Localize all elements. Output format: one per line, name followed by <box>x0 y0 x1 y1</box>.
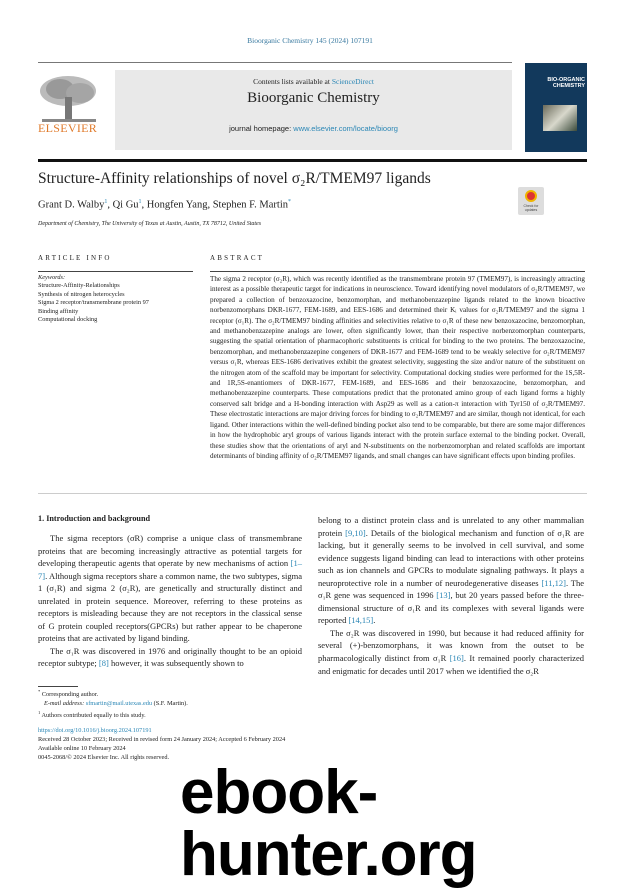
email-suffix: (S.F. Martin). <box>152 699 188 707</box>
author-mark[interactable]: 1 <box>138 199 142 205</box>
header-thick-rule <box>38 159 587 162</box>
paragraph-text: . Although sigma receptors share a common name, the two subtypes, sigma 1 (σ₁R) and sigma 2 (σ₂R), are genetically and structurally distinct and unrelated in protein sequence. Moreover, referring to these proteins as receptors is misleading because they are not receptors in the classical sense of G protein coupled receptors(GPCRs) but rather appear to be chaperone proteins that are activated by ligand binding. <box>38 570 302 644</box>
journal-cover[interactable] <box>525 63 587 152</box>
footnote-mark: * <box>38 689 41 694</box>
author-list: Grant D. Walby$^1$, Qi Gu$^1$, Hongfen Yang, Stephen F. Martin* <box>38 199 291 211</box>
abstract-text: The sigma 2 receptor (σ₂R), which was recently identified as the transmembrane protein 97 (TMEM97), is increasingly attracting interest as a possible therapeutic target for indications in neuroscience. Toward identifying novel modulators of σ₂R/TMEM97, we prepared a collection of benzoxazocine, benzomorphan, and methanobenzazepine ligands related to the known bioactive norbenzomorphans DKR-1677, FEM-1689, and EES-1686 and determined their Kᵢ values for σ₂R/TMEM97 and the sigma 1 receptor (σ₁R). The σ₂R/TMEM97 binding affinities and selectivities relative to σ₁R of these new benzoxazocine, benzomorphan, and methanobenzazepine analogs are lower, often significantly lower, than their respective norbenzomorphan counterparts, suggesting the spatial orientation of pharmacophoric substituents is critical for binding to the two proteins. The benzoxazocine, benzomorphan, and methanobenzazepine congeners of DKR-1677 and FEM-1689 tend to be weakly selective for σ₂R/TMEM97 versus σ₁R, whereas EES-1686 derivatives exhibit the greatest selectivity, suggesting the size and/or nature of the substituent on the nitrogen atom of the scaffold may be important for selectivity. Computational docking studies were performed for the 1S,5R-and 1R,5S-enantiomers of DKR-1677, FEM-1689, and EES-1686 and their benzoxazocine, benzomorphan, and methanobenzazepine counterparts. These computations predict that the protonated amino group of each ligand forms a highly conserved salt bridge and a H-bonding interaction with Asp29 as well as a cation-π interaction with Tyr150 of σ₂R/TMEM97. These electrostatic interactions are major driving forces for binding to σ₂R/TMEM97 and are similar, though not identical, for each ligand. Other interactions within the well-defined binding pocket also tend to be comparable, but there are some major differences in how the hydrophobic aryl groups of various ligands interact with the protein surface external to the binding pocket. Overall, these studies show that the orientations of aryl and N-substituents on the norbenzomorphan and related scaffolds are important determinants of binding affinity of σ₂R/TMEM97 ligands, and small changes can have significant effects upon binding profiles. <box>210 275 585 460</box>
paragraph-text: The σ₂R was discovered in 1990, but because it had reduced affinity for several (+)-benzomorphans, it was known from the outset to be pharmacologically distinct from σ₁R <box>318 627 584 664</box>
contents-line <box>115 77 512 86</box>
email-label: E-mail address: <box>44 699 86 707</box>
paragraph-text: however, it was subsequently shown to <box>108 658 244 669</box>
paragraph-text: belong to a distinct protein class and is unrelated to any other mammalian protein <box>318 515 584 538</box>
header-rule <box>38 62 512 63</box>
footnote-text: Authors contributed equally to this study. <box>41 711 146 719</box>
footnote-text: Corresponding author. <box>41 691 99 699</box>
author-mark[interactable]: 1 <box>104 199 108 205</box>
publication-info <box>38 726 285 762</box>
keywords-label: Keywords: <box>38 274 66 281</box>
author-name[interactable]: Stephen F. Martin <box>212 199 288 211</box>
footnotes <box>38 688 188 721</box>
keyword: Sigma 2 receptor/transmembrane protein 97 <box>38 299 149 307</box>
citation-link[interactable]: [14,15] <box>348 615 374 626</box>
body-paragraph <box>38 532 302 645</box>
keyword: Structure-Affinity-Relationships <box>38 282 120 290</box>
homepage-prefix: journal homepage: <box>229 124 294 133</box>
contents-prefix: Contents lists available at <box>253 77 332 86</box>
citation-link[interactable]: [13] <box>436 590 451 601</box>
watermark: ebook-hunter.org <box>180 758 477 889</box>
keywords-block <box>38 274 198 324</box>
citation-link[interactable]: [11,12] <box>541 577 566 588</box>
body-paragraph <box>318 627 584 677</box>
citation-link[interactable]: [9,10] <box>345 527 366 538</box>
citation-link[interactable]: [16] <box>449 653 464 664</box>
cover-image <box>543 105 577 131</box>
body-left-column <box>38 532 302 670</box>
author-name[interactable]: Hongfen Yang <box>146 199 208 211</box>
article-title: Structure-Affinity relationships of novel σ₂R/TMEM97 ligands <box>38 170 431 187</box>
citation-link[interactable]: [1–7] <box>38 558 302 581</box>
paragraph-text: . Details of the biological mechanism and function of σ₁R are lacking, but it generally seems to be involved in cell survival, and some evidence suggests ligand binding can lead to interactions with other proteins such as ion channels and GPCRs to modulate signaling pathways. It plays a neuroprotective role in a number of neurodegenerative diseases <box>318 527 585 588</box>
keyword: Synthesis of nitrogen heterocycles <box>38 290 125 298</box>
online-date: Available online 10 February 2024 <box>38 745 126 752</box>
paragraph-text: The sigma receptors (σR) comprise a unique class of transmembrane proteins that are becoming increasingly attractive as potential targets for developing therapeutic agents that operate by new mechanisms of action <box>38 533 302 569</box>
homepage-line <box>115 124 512 133</box>
footnote-equal <box>38 709 188 721</box>
footnote-mark: 1 <box>38 709 41 715</box>
author-name[interactable]: Grant D. Walby <box>38 199 105 211</box>
author-name[interactable]: Qi Gu <box>112 199 139 211</box>
received-dates: Received 28 October 2023; Received in revised form 24 January 2024; Accepted 6 February 2024 <box>38 736 286 743</box>
keyword: Computational docking <box>38 316 98 324</box>
doi-link[interactable]: https://doi.org/10.1016/j.bioorg.2024.107191 <box>38 727 152 734</box>
elsevier-wordmark: ELSEVIER <box>38 121 98 135</box>
body-paragraph <box>38 645 302 670</box>
cover-title: BIO-ORGANIC CHEMISTRY <box>547 77 585 89</box>
journal-name: Bioorganic Chemistry <box>247 90 380 106</box>
body-right-column <box>318 514 584 677</box>
paragraph-text: . <box>373 615 376 626</box>
paragraph-text: . It remained poorly characterized and enigmatic for decades until 2017 when we identified the σ₂R <box>318 653 584 676</box>
footnote-email <box>38 700 188 709</box>
paragraph-text: . The σ₁R gene was sequenced in 1996 <box>318 577 584 601</box>
body-paragraph <box>318 514 584 627</box>
citation-link[interactable]: [8] <box>98 658 109 669</box>
check-for-updates-button[interactable] <box>518 187 544 215</box>
check-updates-label: Check for updates <box>523 204 539 212</box>
author-mark[interactable]: * <box>288 199 291 205</box>
abstract-rule <box>210 271 585 272</box>
section-heading-introduction: 1. Introduction and background <box>38 514 151 523</box>
affiliation: Department of Chemistry, The University of Texas at Austin, Austin, TX 78712, United States <box>38 221 262 227</box>
journal-citation[interactable]: Bioorganic Chemistry 145 (2024) 107191 <box>247 36 373 45</box>
abstract-heading: ABSTRACT <box>210 254 265 262</box>
abstract-bottom-rule <box>38 493 587 494</box>
sciencedirect-link[interactable]: ScienceDirect <box>331 77 374 86</box>
article-info-heading: ARTICLE INFO <box>38 254 112 262</box>
homepage-link[interactable]: www.elsevier.com/locate/bioorg <box>293 124 398 133</box>
footnote-corresponding <box>38 688 188 700</box>
paragraph-text: The σ₁R was discovered in 1976 and originally thought to be an opioid receptor subtype; <box>38 645 302 669</box>
email-link[interactable]: sfmartin@mail.utexas.edu <box>85 699 153 707</box>
paragraph-text: , but 20 years passed before the three-dimensional structure of σ₁R and its complexes with several ligands were reported <box>318 590 584 626</box>
bookmark-icon <box>525 190 537 202</box>
copyright: 0045-2068/© 2024 Elsevier Inc. All rights reserved. <box>38 754 170 761</box>
footnote-rule <box>38 686 78 687</box>
article-info-rule <box>38 271 193 272</box>
keyword: Binding affinity <box>38 307 79 315</box>
